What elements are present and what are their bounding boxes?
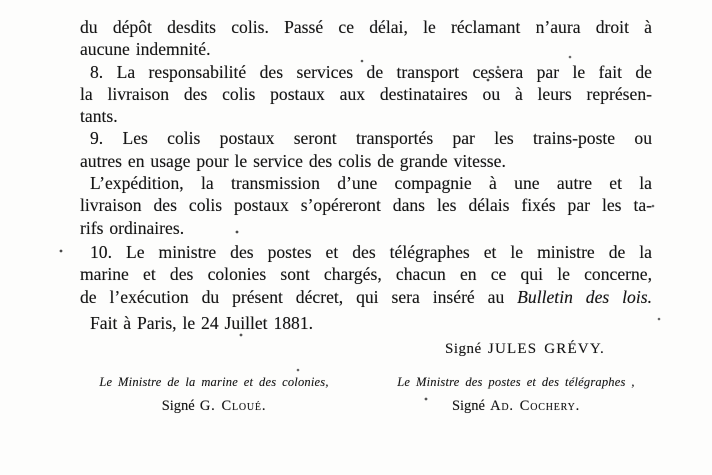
body-line: L’expédition, la transmission d’une compagnie à une autre et la (90, 173, 652, 194)
scan-speckles (0, 0, 2, 2)
body-line-text: de l’exécution du présent décret, qui sera inséré au (80, 286, 518, 307)
minister-name-cloue: G. Cloué. (199, 398, 267, 415)
body-line: rifs ordinaires. (80, 217, 185, 238)
body-line: du dépôt desdits colis. Passé ce délai, le réclamant n’aura droit à (80, 17, 652, 37)
signe-label: Signé (445, 341, 488, 358)
body-line: marine et des colonies sont chargés, chacun en ce qui le concerne, (80, 264, 652, 285)
body-line-article-9: 9. Les colis postaux seront transportés par les trains-poste ou (90, 128, 652, 149)
minister-title-marine: Le Ministre de la marine et des colonies, (99, 375, 329, 390)
president-name: JULES GRÉVY. (487, 341, 605, 358)
body-line: autres en usage pour le service des colis de grande vitesse. (80, 150, 506, 171)
minister-signature-marine (80, 398, 348, 415)
body-line-article-10: 10. Le ministre des postes et des télégraphes et le ministre de la (90, 241, 652, 262)
body-line: tants. (80, 106, 118, 127)
minister-name-cochery: Ad. Cochery. (490, 398, 581, 415)
date-line: Fait à Paris, le 24 Juillet 1881. (90, 312, 314, 333)
body-line (80, 286, 652, 308)
signe-label: Signé (451, 398, 491, 415)
minister-title-postes: Le Ministre des postes et des télégraphes , (397, 375, 635, 390)
signature-block-marine (80, 375, 348, 415)
body-line: la livraison des colis postaux aux destinataires ou à leurs représen- (80, 83, 652, 104)
ministers-signature-row (0, 375, 712, 415)
body-line: livraison des colis postaux s’opéreront dans les délais fixés par les ta- (80, 195, 652, 216)
body-line-article-8: 8. La responsabilité des services de transport cessera par le fait de (90, 61, 652, 82)
bulletin-des-lois-italic: Bulletin des lois. (517, 286, 652, 307)
signe-label: Signé (161, 398, 200, 415)
minister-signature-postes (380, 398, 652, 415)
signature-block-postes (380, 375, 652, 415)
president-signature (445, 341, 712, 358)
body-line: aucune indemnité. (80, 39, 211, 60)
